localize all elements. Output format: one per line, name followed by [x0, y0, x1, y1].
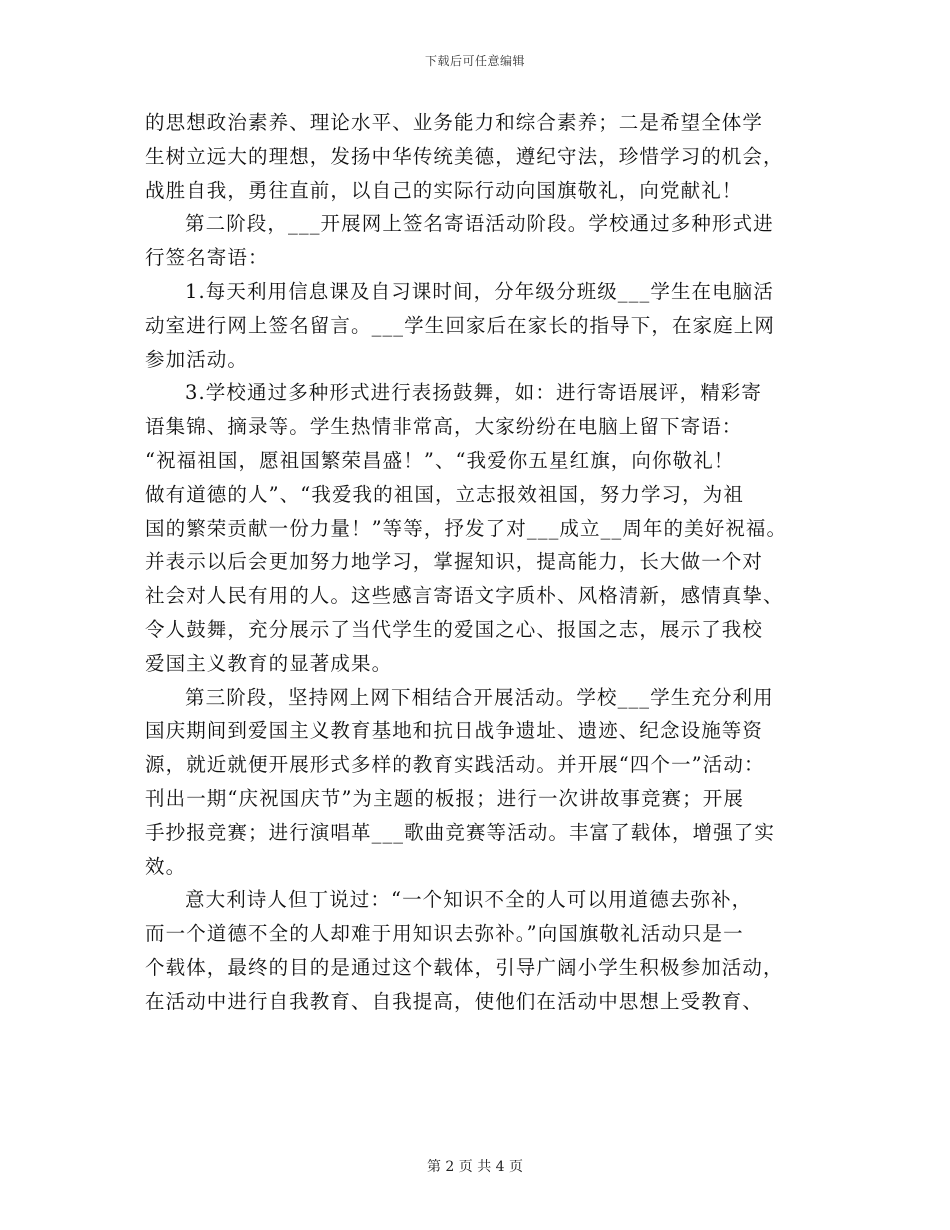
text-line: 1.每天利用信息课及自习课时间，分年级分班级___学生在电脑活: [185, 279, 774, 303]
page-footer: 第 2 页 共 4 页: [426, 1159, 524, 1175]
text-line: 个载体，最终的目的是通过这个载体，引导广阔小学生积极参加活动，: [145, 955, 784, 979]
text-line: 效。: [145, 854, 187, 878]
text-line: 并表示以后会更加努力地学习，掌握知识，提高能力，长大做一个对: [145, 550, 764, 574]
text-line: 而一个道德不全的人却难于用知识去弥补。”向国旗敬礼活动只是一: [145, 922, 744, 946]
document-body: [145, 106, 815, 1019]
text-line: 的思想政治素养、理论水平、业务能力和综合素养；二是希望全体学: [145, 111, 764, 134]
text-line: 爱国主义教育的显著成果。: [145, 651, 393, 675]
text-line: 生树立远大的理想，发扬中华传统美德，遵纪守法，珍惜学习的机会，: [145, 144, 784, 168]
text-line: 参加活动。: [145, 347, 249, 371]
text-line: “祝福祖国，愿祖国繁荣昌盛！”、“我爱你五星红旗，向你敬礼！: [145, 448, 735, 472]
text-line: 3.学校通过多种形式进行表扬鼓舞，如：进行寄语展评，精彩寄: [185, 381, 763, 405]
text-line: 社会对人民有用的人。这些感言寄语文字质朴、风格清新，感情真挚、: [145, 584, 784, 608]
text-line: 战胜自我，勇往直前，以自己的实际行动向国旗敬礼，向党献礼！: [145, 178, 743, 202]
text-line: 在活动中进行自我教育、自我提高，使他们在活动中思想上受教育、: [145, 989, 764, 1013]
text-line: 国的繁荣贡献一份力量！”等等，抒发了对___成立__周年的美好祝福。: [145, 516, 788, 540]
text-line: 语集锦、摘录等。学生热情非常高，大家纷纷在电脑上留下寄语：: [145, 415, 743, 439]
page-header: 下载后可任意编辑: [424, 54, 525, 68]
text-line: 国庆期间到爱国主义教育基地和抗日战争遗址、遗迹、纪念设施等资: [145, 719, 764, 743]
text-line: 手抄报竞赛；进行演唱革___歌曲竞赛等活动。丰富了载体，增强了实: [145, 820, 775, 844]
text-line: 源，就近就便开展形式多样的教育实践活动。并开展“四个一”活动：: [145, 753, 765, 777]
text-line: 第二阶段，___开展网上签名寄语活动阶段。学校通过多种形式进: [185, 212, 774, 236]
text-line: 做有道德的人”、“我爱我的祖国，立志报效祖国，努力学习，为祖: [145, 482, 744, 506]
text-line: 刊出一期“庆祝国庆节”为主题的板报；进行一次讲故事竞赛；开展: [145, 786, 744, 810]
text-line: 第三阶段，坚持网上网下相结合开展活动。学校___学生充分利用: [185, 685, 774, 709]
text-line: 行签名寄语：: [145, 246, 269, 270]
text-line: 动室进行网上签名留言。___学生回家后在家长的指导下，在家庭上网: [145, 313, 775, 337]
text-line: 意大利诗人但丁说过：“一个知识不全的人可以用道德去弥补，: [185, 888, 753, 912]
text-line: 令人鼓舞，充分展示了当代学生的爱国之心、报国之志，展示了我校: [145, 617, 764, 641]
